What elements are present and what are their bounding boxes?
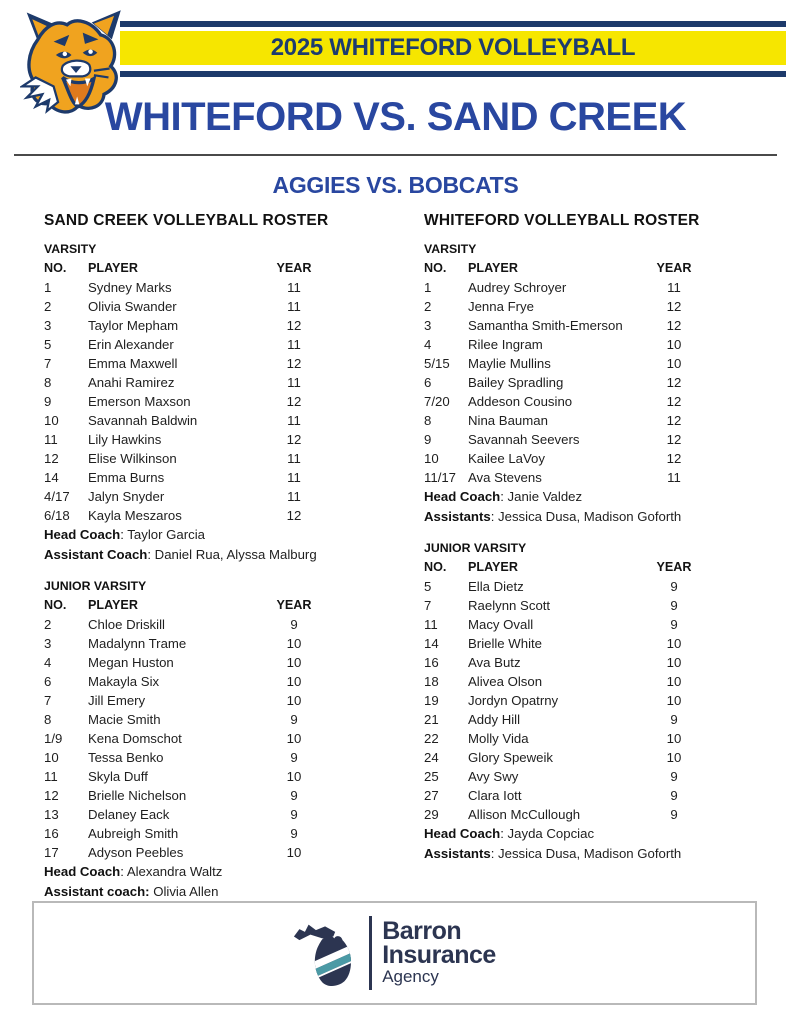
player-number: 1	[424, 280, 432, 295]
player-year: 10	[666, 731, 682, 746]
player-year: 11	[667, 470, 681, 485]
player-row	[44, 297, 390, 316]
subtitle: AGGIES VS. BOBCATS	[272, 172, 519, 198]
player-row	[44, 278, 390, 297]
player-number: 11	[424, 617, 438, 632]
player-row	[44, 615, 390, 634]
player-number: 13	[44, 807, 59, 822]
player-name: Jenna Frye	[468, 299, 534, 314]
player-name: Rilee Ingram	[468, 337, 543, 352]
player-year: 11	[287, 337, 301, 352]
rosters-container	[44, 212, 770, 901]
player-row	[424, 297, 770, 316]
player-number: 16	[424, 655, 439, 670]
player-name: Kayla Meszaros	[88, 508, 182, 523]
coach-line	[424, 844, 770, 864]
player-name: Taylor Mepham	[88, 318, 179, 333]
player-number: 4/17	[44, 489, 70, 504]
player-row	[44, 672, 390, 691]
player-year: 12	[286, 394, 302, 409]
player-row	[44, 729, 390, 748]
player-number: 24	[424, 750, 439, 765]
player-row	[44, 354, 390, 373]
roster-section	[424, 539, 770, 863]
player-row	[44, 335, 390, 354]
player-number: 3	[44, 318, 52, 333]
player-name: Nina Bauman	[468, 413, 548, 428]
player-name: Avy Swy	[468, 769, 519, 784]
player-year: 12	[666, 299, 682, 314]
player-year: 11	[287, 299, 301, 314]
roster-title: WHITEFORD VOLLEYBALL ROSTER	[424, 212, 700, 229]
coach-line	[424, 507, 770, 527]
section-label: VARSITY	[424, 242, 477, 256]
player-name: Megan Huston	[88, 655, 174, 670]
player-name: Addeson Cousino	[468, 394, 573, 409]
player-name: Allison McCullough	[468, 807, 581, 822]
player-year: 12	[666, 375, 682, 390]
header-year: YEAR	[656, 261, 692, 275]
barron-insurance-logo	[293, 916, 496, 990]
player-number: 9	[44, 394, 52, 409]
player-name: Brielle Nichelson	[88, 788, 187, 803]
coach-value: : Janie Valdez	[500, 489, 583, 504]
coach-label: Assistants	[424, 845, 491, 861]
player-year: 9	[290, 712, 298, 727]
roster-section	[44, 240, 390, 564]
player-name: Addy Hill	[468, 712, 521, 727]
section-label: JUNIOR VARSITY	[424, 541, 527, 555]
player-row	[424, 615, 770, 634]
player-row	[424, 430, 770, 449]
player-number: 27	[424, 788, 439, 803]
header-year: YEAR	[276, 598, 312, 612]
player-year: 11	[287, 375, 301, 390]
section-label: JUNIOR VARSITY	[44, 579, 147, 593]
coach-value: Olivia Allen	[149, 883, 219, 899]
player-number: 10	[44, 750, 59, 765]
player-name: Ella Dietz	[468, 579, 524, 594]
coach-label: Assistant Coach	[44, 546, 148, 562]
player-number: 4	[44, 655, 52, 670]
player-name: Kailee LaVoy	[468, 451, 545, 466]
divider-rule	[14, 154, 777, 156]
roster-section	[424, 240, 770, 526]
player-name: Delaney Eack	[88, 807, 170, 822]
player-number: 19	[424, 693, 439, 708]
coach-value: : Jayda Copciac	[500, 826, 595, 841]
coach-line	[424, 487, 770, 507]
player-row	[424, 710, 770, 729]
player-name: Jordyn Opatrny	[468, 693, 559, 708]
player-name: Glory Speweik	[468, 750, 554, 765]
player-row	[424, 577, 770, 596]
player-year: 9	[670, 788, 678, 803]
player-year: 10	[666, 356, 682, 371]
logo-line-insurance: Insurance	[382, 941, 496, 969]
player-name: Bailey Spradling	[468, 375, 564, 390]
player-year: 10	[286, 655, 302, 670]
player-year: 12	[286, 356, 302, 371]
player-number: 7	[424, 598, 432, 613]
player-name: Tessa Benko	[88, 750, 164, 765]
michigan-state-icon	[293, 916, 359, 990]
player-name: Emerson Maxson	[88, 394, 191, 409]
player-year: 10	[666, 655, 682, 670]
player-name: Skyla Duff	[88, 769, 148, 784]
player-year: 11	[667, 280, 681, 295]
player-name: Savannah Seevers	[468, 432, 580, 447]
player-number: 12	[44, 788, 59, 803]
player-number: 2	[44, 299, 52, 314]
logo-line-barron: Barron	[382, 917, 462, 945]
coach-value: : Taylor Garcia	[120, 527, 205, 542]
player-row	[424, 691, 770, 710]
player-row	[424, 729, 770, 748]
player-row	[424, 392, 770, 411]
player-name: Jalyn Snyder	[88, 489, 165, 504]
player-name: Kena Domschot	[88, 731, 182, 746]
player-number: 6/18	[44, 508, 70, 523]
player-row	[44, 786, 390, 805]
player-number: 11	[44, 432, 58, 447]
player-name: Elise Wilkinson	[88, 451, 177, 466]
player-row	[424, 767, 770, 786]
player-number: 5/15	[424, 356, 450, 371]
header-no: NO.	[424, 560, 447, 574]
player-year: 12	[286, 318, 302, 333]
banner-bottom-bar	[120, 71, 786, 77]
player-number: 18	[424, 674, 439, 689]
sponsor-footer-box	[32, 901, 757, 1005]
player-name: Raelynn Scott	[468, 598, 551, 613]
coach-value: : Alexandra Waltz	[120, 864, 223, 879]
header-no: NO.	[44, 598, 67, 612]
player-name: Clara Iott	[468, 788, 522, 803]
player-row	[424, 316, 770, 335]
player-row	[44, 653, 390, 672]
coach-label: Head Coach	[424, 826, 501, 841]
matchup-title: WHITEFORD VS. SAND CREEK	[104, 95, 687, 139]
player-year: 12	[666, 394, 682, 409]
player-row	[424, 786, 770, 805]
coach-label: Head Coach	[44, 527, 121, 542]
player-row	[44, 824, 390, 843]
header-no: NO.	[44, 261, 67, 275]
player-row	[44, 468, 390, 487]
player-year: 10	[666, 693, 682, 708]
player-year: 11	[287, 280, 301, 295]
player-name: Samantha Smith-Emerson	[468, 318, 623, 333]
roster-title: SAND CREEK VOLLEYBALL ROSTER	[44, 212, 329, 229]
player-number: 2	[44, 617, 52, 632]
roster-column	[424, 212, 770, 901]
player-year: 12	[286, 508, 302, 523]
player-year: 11	[287, 413, 301, 428]
header-no: NO.	[424, 261, 447, 275]
coach-label: Assistant coach:	[44, 883, 150, 899]
player-number: 3	[424, 318, 432, 333]
coach-line	[44, 862, 390, 882]
player-year: 9	[670, 598, 678, 613]
player-year: 9	[290, 788, 298, 803]
player-row	[44, 506, 390, 525]
player-year: 10	[286, 769, 302, 784]
player-year: 12	[666, 432, 682, 447]
player-name: Macie Smith	[88, 712, 161, 727]
coach-line	[44, 525, 390, 545]
table-header-row	[424, 259, 770, 278]
player-year: 11	[287, 451, 301, 466]
player-number: 7	[44, 356, 52, 371]
player-number: 11	[44, 769, 58, 784]
player-row	[424, 373, 770, 392]
player-name: Makayla Six	[88, 674, 160, 689]
banner-title: 2025 WHITEFORD VOLLEYBALL	[270, 34, 636, 61]
player-row	[44, 634, 390, 653]
player-year: 12	[666, 318, 682, 333]
player-row	[44, 748, 390, 767]
player-name: Emma Burns	[88, 470, 165, 485]
coach-line	[424, 824, 770, 844]
player-name: Lily Hawkins	[88, 432, 162, 447]
header-player: PLAYER	[468, 560, 518, 574]
coach-value: : Jessica Dusa, Madison Goforth	[490, 845, 682, 861]
player-year: 9	[290, 750, 298, 765]
player-year: 10	[666, 636, 682, 651]
player-name: Aubreigh Smith	[88, 826, 179, 841]
coach-line	[44, 545, 390, 565]
player-row	[44, 411, 390, 430]
roster-section	[44, 577, 390, 901]
player-year: 10	[286, 731, 302, 746]
player-name: Molly Vida	[468, 731, 529, 746]
player-row	[44, 392, 390, 411]
table-header-row	[44, 596, 390, 615]
player-year: 12	[666, 451, 682, 466]
player-row	[44, 691, 390, 710]
player-name: Maylie Mullins	[468, 356, 551, 371]
player-row	[44, 767, 390, 786]
player-year: 12	[666, 413, 682, 428]
table-header-row	[424, 558, 770, 577]
coach-label: Head Coach	[424, 489, 501, 504]
player-row	[424, 634, 770, 653]
player-row	[424, 354, 770, 373]
player-name: Brielle White	[468, 636, 543, 651]
player-number: 10	[44, 413, 59, 428]
player-number: 6	[424, 375, 432, 390]
player-name: Macy Ovall	[468, 617, 534, 632]
player-row	[424, 805, 770, 824]
player-row	[44, 805, 390, 824]
player-number: 1/9	[44, 731, 63, 746]
player-name: Ava Butz	[468, 655, 521, 670]
player-row	[44, 449, 390, 468]
player-number: 6	[44, 674, 52, 689]
player-year: 9	[670, 579, 678, 594]
logo-line-agency: Agency	[382, 967, 439, 986]
player-number: 16	[44, 826, 59, 841]
player-number: 14	[424, 636, 439, 651]
player-number: 8	[424, 413, 432, 428]
player-number: 8	[44, 712, 52, 727]
player-number: 1	[44, 280, 52, 295]
player-year: 10	[666, 674, 682, 689]
header-player: PLAYER	[88, 261, 138, 275]
player-year: 9	[670, 807, 678, 822]
player-year: 9	[670, 769, 678, 784]
player-row	[424, 748, 770, 767]
player-number: 25	[424, 769, 439, 784]
player-number: 17	[44, 845, 59, 860]
player-number: 11/17	[424, 470, 457, 485]
player-year: 9	[290, 807, 298, 822]
player-year: 12	[286, 432, 302, 447]
header-year: YEAR	[656, 560, 692, 574]
coach-value: : Jessica Dusa, Madison Goforth	[490, 508, 682, 524]
player-year: 9	[290, 826, 298, 841]
player-row	[44, 843, 390, 862]
player-number: 7	[44, 693, 52, 708]
player-number: 12	[44, 451, 59, 466]
player-year: 10	[286, 636, 302, 651]
player-name: Madalynn Trame	[88, 636, 187, 651]
player-year: 10	[286, 845, 302, 860]
player-year: 10	[286, 674, 302, 689]
coach-line	[44, 882, 390, 902]
roster-column	[44, 212, 390, 901]
player-row	[424, 596, 770, 615]
player-row	[424, 411, 770, 430]
player-number: 29	[424, 807, 439, 822]
player-year: 10	[666, 337, 682, 352]
section-label: VARSITY	[44, 242, 97, 256]
player-year: 10	[286, 693, 302, 708]
player-row	[44, 487, 390, 506]
player-row	[44, 710, 390, 729]
player-number: 22	[424, 731, 439, 746]
player-number: 7/20	[424, 394, 450, 409]
player-number: 14	[44, 470, 59, 485]
player-number: 4	[424, 337, 432, 352]
player-row	[44, 373, 390, 392]
player-number: 21	[424, 712, 439, 727]
header-player: PLAYER	[88, 598, 138, 612]
player-number: 10	[424, 451, 439, 466]
player-number: 3	[44, 636, 52, 651]
player-row	[44, 430, 390, 449]
player-year: 10	[666, 750, 682, 765]
player-year: 9	[670, 617, 678, 632]
player-name: Emma Maxwell	[88, 356, 178, 371]
player-year: 9	[290, 617, 298, 632]
player-name: Jill Emery	[88, 693, 146, 708]
player-row	[424, 278, 770, 297]
player-number: 9	[424, 432, 432, 447]
player-name: Chloe Driskill	[88, 617, 165, 632]
player-name: Savannah Baldwin	[88, 413, 198, 428]
player-name: Erin Alexander	[88, 337, 174, 352]
banner-yellow-band	[120, 31, 786, 65]
header-year: YEAR	[276, 261, 312, 275]
coach-label: Head Coach	[44, 864, 121, 879]
player-name: Alivea Olson	[468, 674, 543, 689]
player-row	[424, 449, 770, 468]
header-banner	[120, 21, 786, 77]
player-name: Sydney Marks	[88, 280, 172, 295]
player-row	[424, 672, 770, 691]
player-number: 8	[44, 375, 52, 390]
player-row	[424, 335, 770, 354]
coach-label: Assistants	[424, 508, 491, 524]
player-name: Audrey Schroyer	[468, 280, 567, 295]
player-year: 9	[670, 712, 678, 727]
player-number: 5	[424, 579, 432, 594]
player-name: Anahi Ramirez	[88, 375, 175, 390]
player-number: 5	[44, 337, 52, 352]
player-year: 11	[287, 470, 301, 485]
player-year: 11	[287, 489, 301, 504]
table-header-row	[44, 259, 390, 278]
player-number: 2	[424, 299, 432, 314]
player-row	[44, 316, 390, 335]
logo-divider	[369, 916, 372, 990]
player-row	[424, 653, 770, 672]
header-player: PLAYER	[468, 261, 518, 275]
coach-value: : Daniel Rua, Alyssa Malburg	[147, 546, 317, 562]
logo-text	[382, 919, 496, 987]
player-row	[424, 468, 770, 487]
player-name: Ava Stevens	[468, 470, 542, 485]
player-name: Adyson Peebles	[88, 845, 184, 860]
player-name: Olivia Swander	[88, 299, 177, 314]
